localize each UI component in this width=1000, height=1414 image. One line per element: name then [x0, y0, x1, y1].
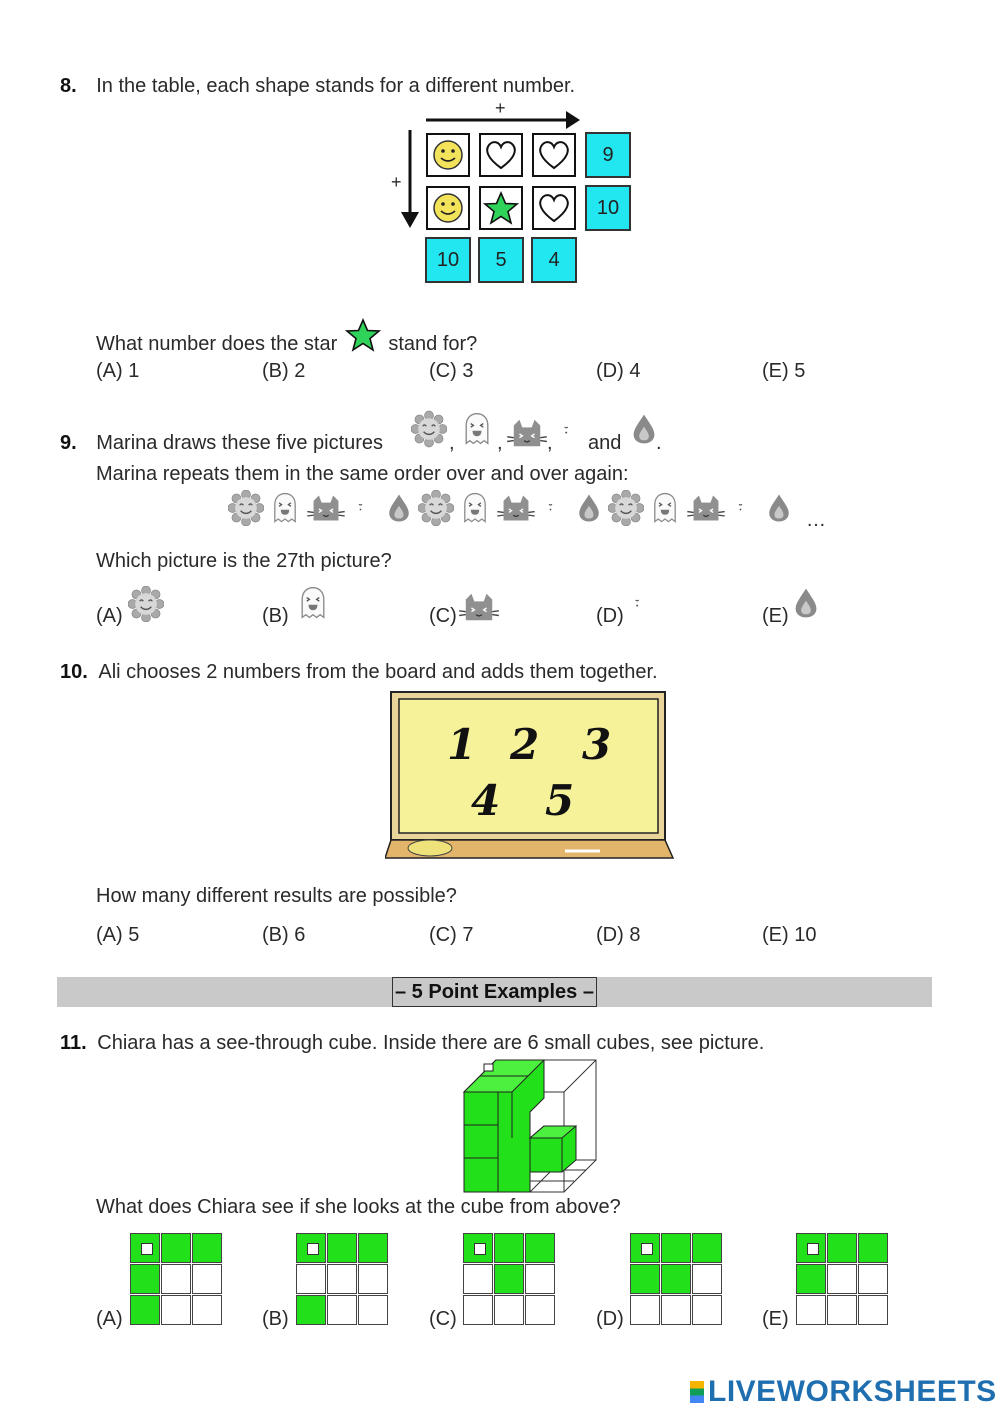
- chalkboard: [385, 688, 675, 862]
- grid-cell: [463, 1295, 493, 1325]
- grid-cell: [358, 1264, 388, 1294]
- q11-option-e[interactable]: (E): [762, 1308, 789, 1330]
- grid-cell: [130, 1264, 160, 1294]
- q8-option-a[interactable]: (A) 1: [96, 360, 140, 382]
- q9-sequence: [228, 489, 798, 527]
- grid-cell: [296, 1264, 326, 1294]
- grid-cell: [827, 1264, 857, 1294]
- q8-col-sum-2: 5: [478, 237, 524, 283]
- grid-cell: [692, 1264, 722, 1294]
- grid-cell: [858, 1233, 888, 1263]
- grid-cell: [192, 1264, 222, 1294]
- q8-cell-heart: [532, 186, 576, 230]
- cat-icon: [306, 492, 346, 524]
- grid-cell: [463, 1264, 493, 1294]
- grid-cell: [130, 1295, 160, 1325]
- moon-icon: [540, 490, 570, 526]
- grid-cell: [525, 1295, 555, 1325]
- q8-horizontal-arrow: [420, 108, 585, 132]
- q10-option-a[interactable]: (A) 5: [96, 924, 140, 946]
- q11-option-b[interactable]: (B): [262, 1308, 289, 1330]
- q11-header: [60, 1031, 764, 1055]
- see-through-cube: [462, 1058, 602, 1194]
- drop-icon: [790, 584, 822, 622]
- grid-cell: [296, 1233, 326, 1263]
- grid-cell: [630, 1264, 660, 1294]
- q11-option-c[interactable]: (C): [429, 1308, 457, 1330]
- q8-option-d[interactable]: (D) 4: [596, 360, 641, 382]
- q8-header: [60, 74, 575, 98]
- q9-text: Marina draws these five pictures: [96, 432, 384, 454]
- q11-option-d[interactable]: (D): [596, 1308, 624, 1330]
- q8-number: 8.: [60, 75, 77, 97]
- q8-vertical-arrow: [398, 128, 422, 232]
- grid-cell: [796, 1264, 826, 1294]
- flower-icon: [228, 490, 264, 526]
- heart-icon: [536, 191, 572, 225]
- flower-icon: [128, 586, 164, 622]
- liveworksheets-logo: [690, 1375, 997, 1409]
- moon-icon: [350, 490, 380, 526]
- q8-option-e[interactable]: (E) 5: [762, 360, 806, 382]
- q9-option-d[interactable]: (D): [596, 605, 624, 627]
- q10-question: How many different results are possible?: [96, 885, 457, 907]
- q8-col-sum-1: 10: [425, 237, 471, 283]
- q10-header: [60, 660, 658, 684]
- marker-square: [641, 1243, 653, 1255]
- heart-icon: [536, 138, 572, 172]
- grid-cell: [525, 1233, 555, 1263]
- q8-cell-heart: [479, 133, 523, 177]
- q10-option-d[interactable]: (D) 8: [596, 924, 641, 946]
- q8-plus-vertical: +: [391, 172, 402, 192]
- drop-icon: [384, 490, 414, 526]
- grid-cell: [494, 1264, 524, 1294]
- ghost-icon: [459, 410, 495, 448]
- q9-question: Which picture is the 27th picture?: [96, 550, 392, 572]
- q9-option-c[interactable]: (C): [429, 605, 457, 627]
- grid-cell: [161, 1264, 191, 1294]
- flower-icon: [608, 490, 644, 526]
- grid-cell: [661, 1233, 691, 1263]
- grid-cell: [661, 1295, 691, 1325]
- cat-icon: [506, 416, 548, 450]
- q9-number: 9.: [60, 432, 77, 454]
- moon-icon: [626, 585, 658, 623]
- grid-cell: [827, 1233, 857, 1263]
- grid-cell: [161, 1233, 191, 1263]
- grid-cell: [358, 1295, 388, 1325]
- q10-option-e[interactable]: (E) 10: [762, 924, 817, 946]
- moon-icon: [555, 412, 587, 450]
- q11-number: 11.: [60, 1032, 87, 1054]
- grid-cell: [827, 1295, 857, 1325]
- cat-icon: [496, 492, 536, 524]
- star-icon: [345, 318, 381, 352]
- grid-cell: [796, 1295, 826, 1325]
- grid-cell: [130, 1233, 160, 1263]
- q10-text: Ali chooses 2 numbers from the board and adds them together.: [98, 661, 658, 683]
- q9-line2: Marina repeats them in the same order over and over again:: [96, 463, 629, 485]
- grid-cell: [358, 1233, 388, 1263]
- q9-and: and: [588, 432, 622, 454]
- grid-cell: [630, 1233, 660, 1263]
- star-icon: [483, 190, 519, 226]
- grid-cell: [192, 1295, 222, 1325]
- q9-header: [60, 431, 383, 455]
- grid-cell: [692, 1295, 722, 1325]
- grid-cell: [296, 1295, 326, 1325]
- logo-text: LIVEWORKSHEETS: [708, 1375, 997, 1408]
- grid-cell: [192, 1233, 222, 1263]
- board-number: 1: [447, 720, 477, 769]
- heart-icon: [483, 138, 519, 172]
- smiley-icon: [431, 191, 465, 225]
- grid-cell: [494, 1295, 524, 1325]
- grid-cell: [661, 1264, 691, 1294]
- logo-icon: [690, 1381, 704, 1403]
- q8-question: [96, 318, 477, 356]
- grid-cell: [525, 1264, 555, 1294]
- grid-cell: [327, 1233, 357, 1263]
- q8-col-sum-3: 4: [531, 237, 577, 283]
- q11-option-a[interactable]: (A): [96, 1308, 123, 1330]
- q10-option-b[interactable]: (B) 6: [262, 924, 306, 946]
- grid-cell: [858, 1264, 888, 1294]
- q8-plus-horizontal: +: [495, 98, 506, 118]
- q8-question-before: What number does the star: [96, 333, 338, 355]
- q8-row-sum-2: 10: [585, 185, 631, 231]
- q9-option-b[interactable]: (B): [262, 605, 289, 627]
- q9-ellipsis: …: [806, 509, 826, 531]
- ghost-icon: [295, 584, 331, 622]
- smiley-icon: [431, 138, 465, 172]
- marker-square: [141, 1243, 153, 1255]
- grid-cell: [494, 1233, 524, 1263]
- ghost-icon: [268, 489, 302, 527]
- grid-cell: [796, 1233, 826, 1263]
- grid-cell: [161, 1295, 191, 1325]
- cat-icon: [458, 590, 500, 624]
- q9-comma: ,: [547, 432, 553, 454]
- ghost-icon: [648, 489, 682, 527]
- grid-cell: [858, 1295, 888, 1325]
- board-number: 5: [545, 776, 575, 825]
- flower-icon: [418, 490, 454, 526]
- flower-icon: [411, 410, 447, 448]
- q8-option-c[interactable]: (C) 3: [429, 360, 474, 382]
- q9-option-e[interactable]: (E): [762, 605, 789, 627]
- board-number: 3: [582, 720, 612, 769]
- cat-icon: [686, 492, 726, 524]
- drop-icon: [574, 490, 604, 526]
- q8-row-sum-1: 9: [585, 132, 631, 178]
- chalkboard-frame: [385, 688, 675, 862]
- q8-cell-heart: [532, 133, 576, 177]
- q8-cell-smiley: [426, 186, 470, 230]
- q9-comma: ,: [497, 432, 503, 454]
- q9-option-a[interactable]: (A): [96, 605, 123, 627]
- board-number: 4: [471, 776, 501, 825]
- grid-cell: [327, 1264, 357, 1294]
- q8-question-after: stand for?: [388, 333, 478, 355]
- q8-text: In the table, each shape stands for a different number.: [96, 75, 576, 97]
- q8-cell-smiley: [426, 133, 470, 177]
- grid-cell: [692, 1233, 722, 1263]
- q10-number: 10.: [60, 661, 88, 683]
- q11-question: What does Chiara see if she looks at the cube from above?: [96, 1196, 621, 1218]
- marker-square: [807, 1243, 819, 1255]
- marker-square: [307, 1243, 319, 1255]
- q11-text: Chiara has a see-through cube. Inside there are 6 small cubes, see picture.: [97, 1032, 765, 1054]
- board-number: 2: [510, 720, 540, 769]
- q10-option-c[interactable]: (C) 7: [429, 924, 474, 946]
- section-label: – 5 Point Examples –: [392, 977, 597, 1007]
- grid-cell: [630, 1295, 660, 1325]
- q9-period: .: [656, 432, 662, 454]
- moon-icon: [730, 490, 760, 526]
- q9-comma: ,: [449, 432, 455, 454]
- q8-cell-star: [479, 186, 523, 230]
- grid-cell: [327, 1295, 357, 1325]
- grid-cell: [463, 1233, 493, 1263]
- ghost-icon: [458, 489, 492, 527]
- marker-square: [474, 1243, 486, 1255]
- q8-option-b[interactable]: (B) 2: [262, 360, 306, 382]
- drop-icon: [764, 490, 794, 526]
